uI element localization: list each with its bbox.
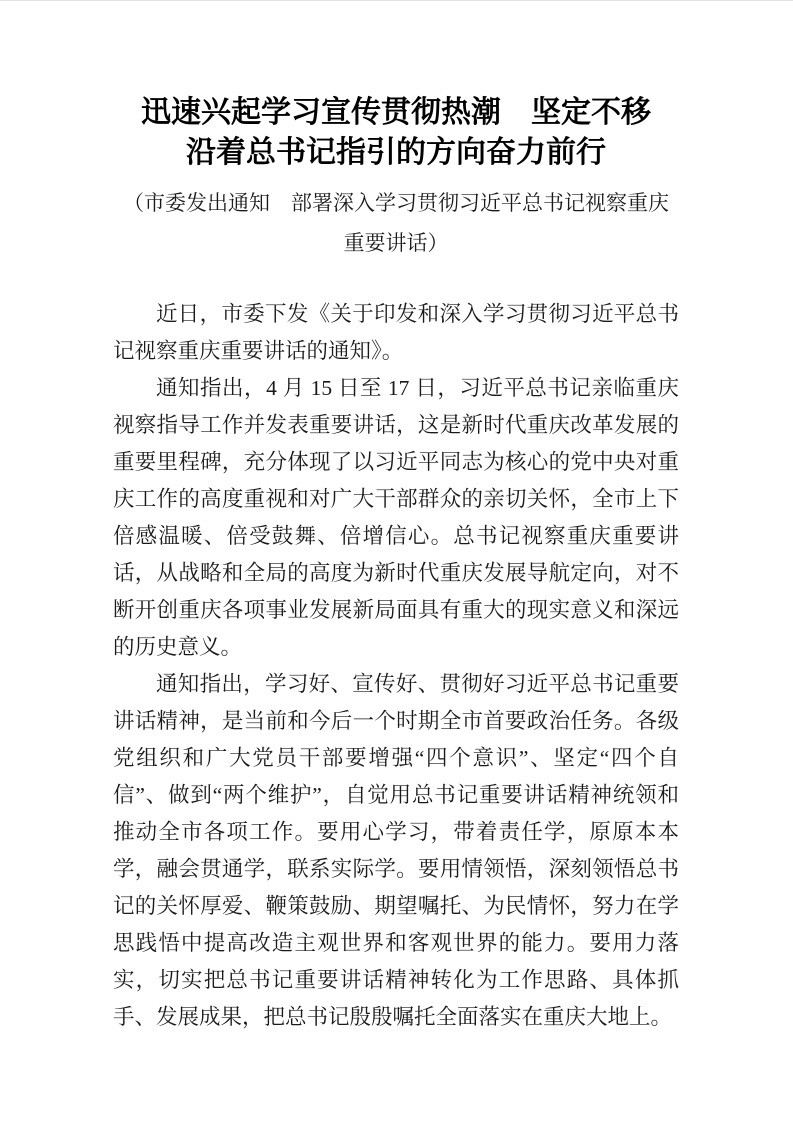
document-content — [113, 0, 679, 1036]
document-subtitle — [113, 183, 679, 263]
subtitle-line: 重要讲话） — [343, 231, 449, 255]
title-line: 迅速兴起学习宣传贯彻热潮 坚定不移 — [141, 96, 651, 129]
subtitle-line: （市委发出通知 部署深入学习贯彻习近平总书记视察重庆 — [123, 191, 669, 215]
body-paragraph: 通知指出，4 月 15 日至 17 日，习近平总书记亲临重庆视察指导工作并发表重要讲话，这是新时代重庆改革发展的重要里程碑，充分体现了以习近平同志为核心的党中央对重庆工作的高度重视和对广大干部群众的亲切关怀，全市上下倍感温暖、倍受鼓舞、倍增信心。总书记视察重庆重要讲话，从战略和全局的高度为新时代重庆发展导航定向，对不断开创重庆各项事业发展新局面具有重大的现实意义和深远的历史意义。 — [113, 376, 679, 659]
body-paragraph: 通知指出，学习好、宣传好、贯彻好习近平总书记重要讲话精神，是当前和今后一个时期全市首要政治任务。各级党组织和广大党员干部要增强“四个意识”、坚定“四个自信”、做到“两个维护”，自觉用总书记重要讲话精神统领和推动全市各项工作。要用心学习，带着责任学，原原本本学，融会贯通学，联系实际学。要用情领悟，深刻领悟总书记的关怀厚爱、鞭策鼓励、期望嘱托、为民情怀，努力在学思践悟中提高改造主观世界和客观世界的能力。要用力落实，切实把总书记重要讲话精神转化为工作思路、具体抓手、发展成果，把总书记殷殷嘱托全面落实在重庆大地上。 — [113, 672, 679, 1029]
page-top-edge — [0, 0, 793, 1]
title-line: 沿着总书记指引的方向奋力前行 — [186, 136, 606, 169]
body-paragraph: 近日，市委下发《关于印发和深入学习贯彻习近平总书记视察重庆重要讲话的通知》。 — [113, 302, 679, 363]
document-title — [113, 0, 679, 173]
document-body — [113, 296, 679, 1036]
